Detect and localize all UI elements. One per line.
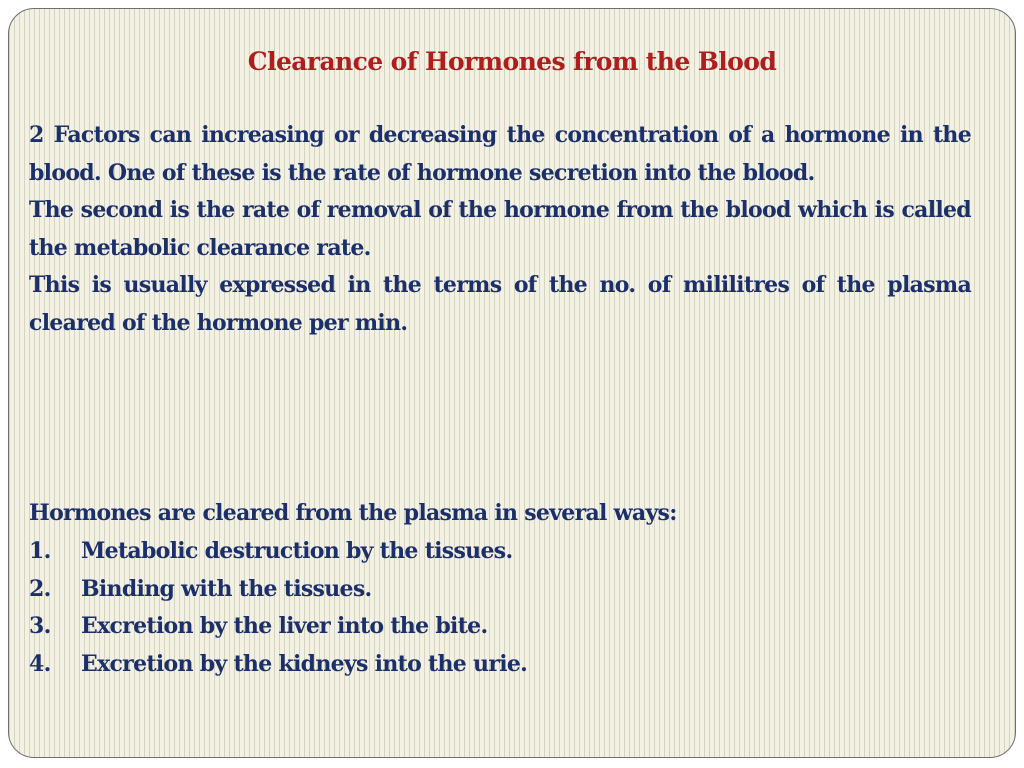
paragraph-expression: This is usually expressed in the terms of the no. of mililitres of the plasma cleared of the hormone per min. xyxy=(29,272,971,336)
clearance-ways-list xyxy=(29,533,971,683)
list-item-text: Binding with the tissues. xyxy=(81,575,372,602)
list-item-number: 4. xyxy=(29,650,51,677)
paragraph-factors: 2 Factors can increasing or decreasing the concentration of a hormone in the blood. One of these is the rate of hormone secretion into the blood. xyxy=(29,122,971,186)
list-item-text: Metabolic destruction by the tissues. xyxy=(81,538,513,564)
slide xyxy=(8,8,1016,758)
list-item xyxy=(29,571,971,609)
slide-title: Clearance of Hormones from the Blood xyxy=(247,47,777,76)
list-intro: Hormones are cleared from the plasma in several ways: xyxy=(29,500,677,526)
paragraph-removal-rate: The second is the rate of removal of the hormone from the blood which is called the metabolic clearance rate. xyxy=(29,197,971,261)
list-item xyxy=(29,608,971,646)
list-item xyxy=(29,646,971,684)
slide-body xyxy=(29,117,971,343)
list-item xyxy=(29,533,971,571)
list-item-text: Excretion by the liver into the bite. xyxy=(81,613,488,640)
list-item-number: 2. xyxy=(29,575,51,602)
list-item-number: 3. xyxy=(29,613,51,640)
list-item-text: Excretion by the kidneys into the urie. xyxy=(81,650,528,677)
list-item-number: 1. xyxy=(29,538,51,564)
